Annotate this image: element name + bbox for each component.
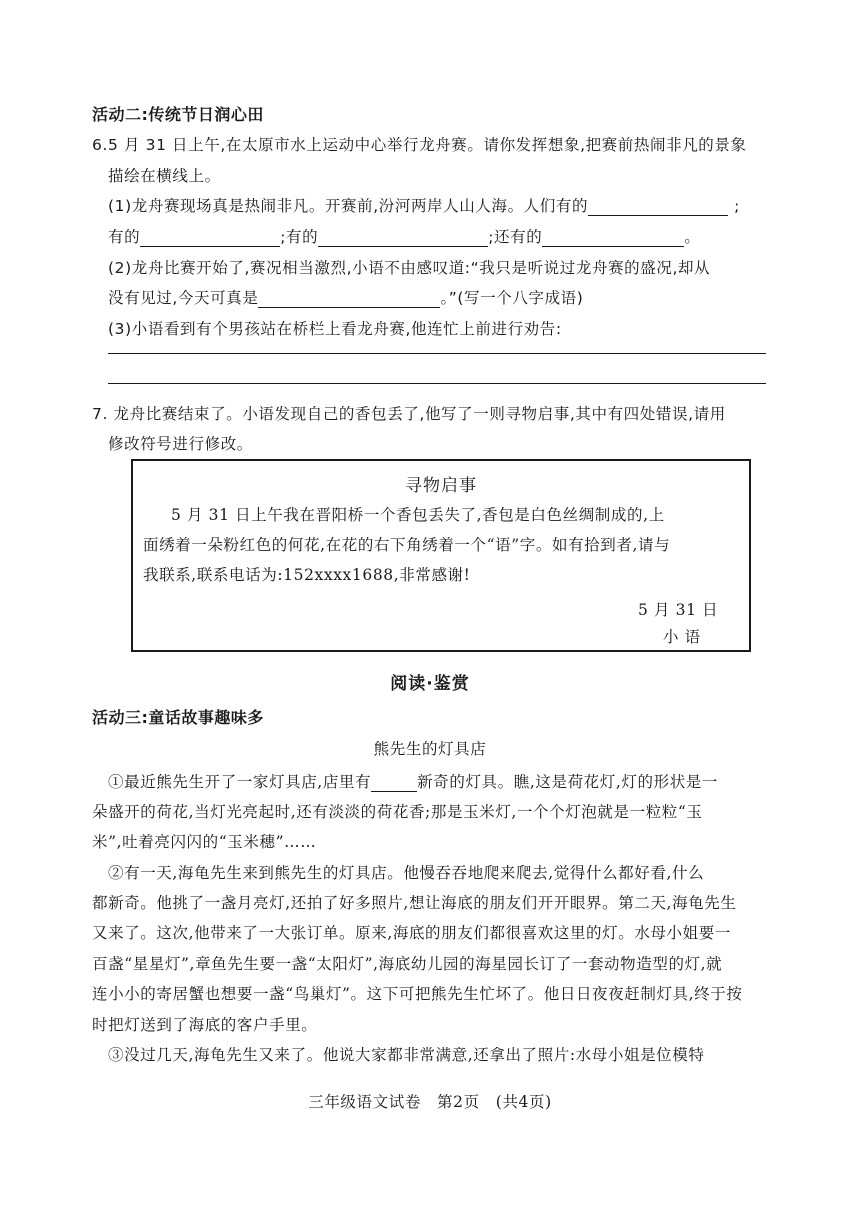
q6-answer-line-2[interactable]: [108, 383, 766, 384]
story-p2-line3: 又来了。这次,他带来了一大张订单。原来,海底的朋友们都很喜欢这里的灯。水母小姐要一: [92, 924, 731, 942]
q6-part1-label-b1: 有的: [108, 228, 141, 246]
q6-answer-blank-4[interactable]: [542, 228, 684, 247]
story-fill-blank[interactable]: [371, 773, 417, 792]
q7-line1: 7. 龙舟比赛结束了。小语发现自己的香包丢了,他写了一则寻物启事,其中有四处错误,请用: [92, 405, 726, 423]
q6-part1-line1: [108, 194, 740, 216]
notice-date: 5 月 31 日: [638, 601, 719, 619]
q6-part3: (3)小语看到有个男孩站在桥栏上看龙舟赛,他连忙上前进行劝告:: [108, 320, 562, 338]
q6-part1-line2: [108, 225, 700, 247]
q6-part2-line2: [108, 286, 583, 308]
notice-signer: 小 语: [663, 628, 701, 646]
q6-answer-line-1[interactable]: [108, 353, 766, 354]
story-p1-line1-b: 新奇的灯具。瞧,这是荷花灯,灯的形状是一: [417, 773, 718, 791]
story-p2-line4: 百盏“星星灯”,章鱼先生要一盏“太阳灯”,海底幼儿园的海星园长订了一套动物造型的灯,就: [92, 955, 723, 973]
story-p2-line2: 都新奇。他挑了一盏月亮灯,还拍了好多照片,想让海底的朋友们开开眼界。第二天,海龟先生: [92, 894, 737, 912]
q6-part2-line1: (2)龙舟比赛开始了,赛况相当激烈,小语不由感叹道:“我只是听说过龙舟赛的盛况,却从: [108, 259, 711, 277]
notice-title: 寻物启事: [405, 476, 477, 496]
lost-notice-box: [131, 459, 751, 652]
story-p2-line5: 连小小的寄居蟹也想要一盏“鸟巢灯”。这下可把熊先生忙坏了。他日日夜夜赶制灯具,终于按: [92, 985, 743, 1003]
q6-line2: 描绘在横线上。: [108, 167, 221, 185]
story-p1-line3: 米”,吐着亮闪闪的“玉米穗”……: [92, 833, 317, 851]
q6-part1-period: 。: [684, 228, 701, 246]
section-title: 阅读·鉴赏: [390, 674, 470, 694]
activity2-heading: 活动二:传统节日润心田: [92, 105, 264, 124]
story-p1-line2: 朵盛开的荷花,当灯光亮起时,还有淡淡的荷花香;那是玉米灯,一个个灯泡就是一粒粒“玉: [92, 803, 703, 821]
q6-part1-text: (1)龙舟赛现场真是热闹非凡。开赛前,汾河两岸人山人海。人们有的: [108, 197, 589, 215]
q6-answer-blank-1[interactable]: [588, 197, 728, 216]
q6-part1-semicolon: ;: [734, 197, 740, 215]
activity3-heading: 活动三:童话故事趣味多: [92, 708, 264, 727]
q6-answer-blank-2[interactable]: [140, 228, 280, 247]
q6-part1-label-b2: ;有的: [280, 228, 319, 246]
story-p1-line1-a: ①最近熊先生开了一家灯具店,店里有: [108, 773, 372, 791]
story-p1-line1: [108, 770, 718, 792]
page-footer: 三年级语文试卷 第2页 (共4页): [308, 1093, 552, 1111]
q6-idiom-blank[interactable]: [258, 289, 440, 308]
q6-part1-label-b3: ;还有的: [488, 228, 543, 246]
story-p2-line1: ②有一天,海龟先生来到熊先生的灯具店。他慢吞吞地爬来爬去,觉得什么都好看,什么: [108, 864, 705, 882]
notice-line-1: 5 月 31 日上午我在晋阳桥一个香包丢失了,香包是白色丝绸制成的,上: [171, 506, 665, 524]
q7-line2: 修改符号进行修改。: [108, 435, 253, 453]
q6-part2-tail: 。”(写一个八字成语): [440, 289, 584, 307]
notice-line-3: 我联系,联系电话为:152xxxx1688,非常感谢!: [143, 566, 471, 584]
notice-line-2: 面绣着一朵粉红色的何花,在花的右下角绣着一个“语”字。如有拾到者,请与: [143, 536, 671, 554]
story-p2-line6: 时把灯送到了海底的客户手里。: [92, 1016, 318, 1034]
q6-part2-label: 没有见过,今天可真是: [108, 289, 259, 307]
story-p3-line1: ③没过几天,海龟先生又来了。他说大家都非常满意,还拿出了照片:水母小姐是位模特: [108, 1046, 705, 1064]
q6-line1: 6.5 月 31 日上午,在太原市水上运动中心举行龙舟赛。请你发挥想象,把赛前热闹非凡的景象: [92, 136, 747, 154]
story-title: 熊先生的灯具店: [373, 740, 487, 758]
q6-answer-blank-3[interactable]: [318, 228, 488, 247]
